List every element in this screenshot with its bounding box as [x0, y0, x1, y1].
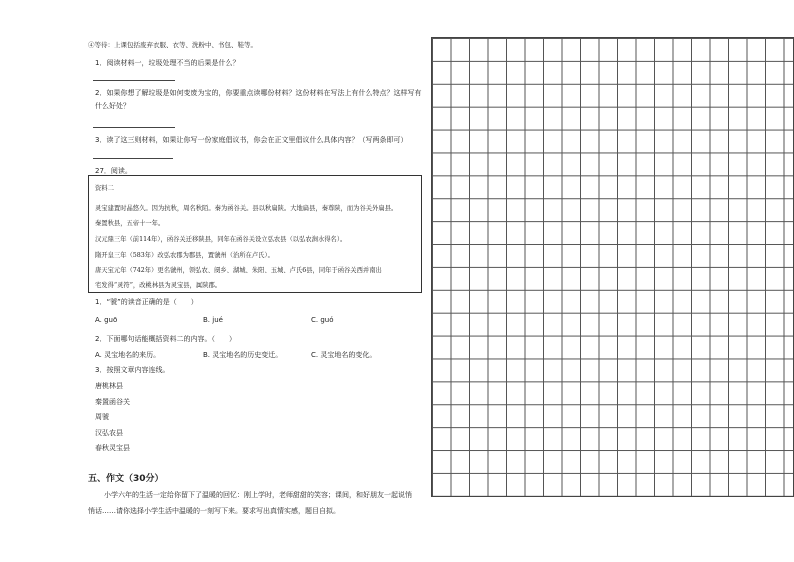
match-item: 周虢 [95, 413, 109, 421]
option-b: B. 灵宝地名的历史变迁。 [203, 351, 283, 359]
top-note: ④等待：上课包括废弃衣服、衣等、洗粉中、书包、鞋等。 [88, 41, 257, 49]
question-b2: 2．下面哪句话能概括资料二的内容。（ ） [95, 335, 236, 343]
composition-writing-grid[interactable] [431, 37, 794, 497]
option-b: B. jué [203, 316, 223, 324]
question-2-line1: 2．如果你想了解垃圾是如何变废为宝的，你要重点读哪份材料？这份材料在写法上有什么特点？这样写有 [95, 89, 422, 97]
section-heading: 五、作文（30分） [88, 474, 164, 484]
answer-line [93, 158, 173, 159]
material-line: 秦置秋县，五帝十一年。 [95, 220, 165, 227]
match-item: 秦置函谷关 [95, 398, 130, 406]
material-2-box [88, 175, 422, 293]
question-b3: 3．按照文章内容连线。 [95, 366, 170, 374]
composition-prompt-line1: 小学六年的生活一定给你留下了温暖的回忆：刚上学时，老师甜甜的笑容；课间，和好朋友一起说悄 [104, 491, 412, 499]
material-line: 灵宝建置时晶悠久。因为抗秋，周名秋陌。秦为函谷关。县以秋扁陕。大地扁县，秦尊陕，而为谷关外扁县。 [95, 205, 398, 212]
question-2-line2: 什么好处？ [95, 102, 130, 110]
material-line: 隋开皇三年（583年）改弘农郡为郡县，置虢州（治所在卢氏）。 [95, 252, 274, 259]
composition-prompt-line2: 悄话……请你选择小学生活中温暖的一刻写下来。要求写出真情实感，题目自拟。 [88, 507, 340, 515]
question-b1: 1．“虢”的读音正确的是（ ） [95, 298, 198, 306]
answer-line [93, 80, 175, 81]
option-c: C. 灵宝地名的变化。 [311, 351, 377, 359]
option-a: A. guō [95, 316, 118, 324]
match-item: 春秋灵宝县 [95, 444, 130, 452]
match-item: 唐桃林县 [95, 382, 123, 390]
material-line: 汉元鼎三年（前114年），函谷关迁移陕县，同年在函谷关设立弘农县（以弘农涧水得名）。 [95, 236, 347, 243]
option-a: A. 灵宝地名的来历。 [95, 351, 161, 359]
question-1: 1．阅读材料一，垃圾处理不当的后果是什么？ [95, 59, 240, 67]
question-3: 3．读了这三则材料，如果让你写一份家庭倡议书，你会在正文里倡议什么具体内容？（写两条即可） [95, 136, 408, 144]
option-c: C. guó [311, 316, 334, 324]
answer-line [93, 127, 175, 128]
match-item: 汉弘农县 [95, 429, 123, 437]
material-line: 唐天宝元年（742年）更名虢州，领弘农、阌乡、湖城、朱阳、玉城、卢氏6县，同年于函谷关西并南出 [95, 267, 382, 274]
material-line: 宅发得“灵符”，改桃林县为灵宝县，属陕郡。 [95, 282, 222, 289]
material-title: 资料二 [95, 185, 114, 192]
question-27: 27．阅读。 [95, 167, 132, 175]
